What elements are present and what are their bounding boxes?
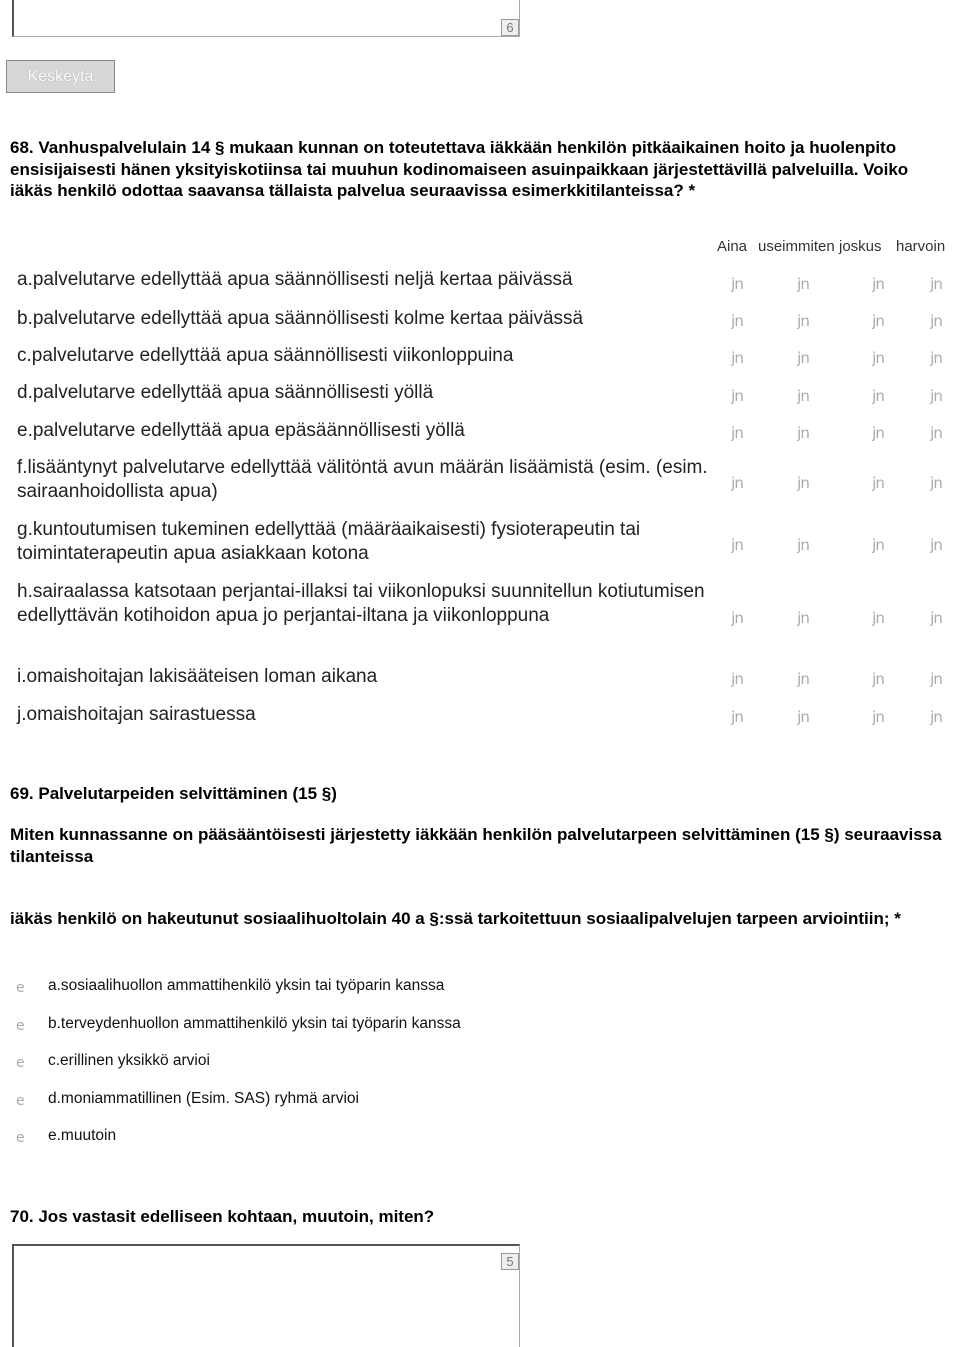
question-69-intro: Miten kunnassanne on pääsääntöisesti järjestetty iäkkään henkilön palvelutarpeen selvittäminen (15 §) seuraavissa tilanteissa <box>10 825 942 866</box>
column-header-useimmiten: useimmiten <box>758 238 835 255</box>
radio-harvoin[interactable]: jn <box>930 349 942 367</box>
radio-icon[interactable]: e <box>16 1093 25 1109</box>
radio-icon[interactable]: e <box>16 980 25 996</box>
radio-useimmiten[interactable]: jn <box>797 474 809 492</box>
question-69-subquestion: iäkäs henkilö on hakeutunut sosiaalihuoltolain 40 a §:ssä tarkoitettuun sosiaalipalvelujen tarpeen arviointiin; * <box>10 909 901 928</box>
radio-joskus[interactable]: jn <box>872 609 884 627</box>
radio-useimmiten[interactable]: jn <box>797 275 809 293</box>
radio-useimmiten[interactable]: jn <box>797 536 809 554</box>
matrix-row-label: g.kuntoutumisen tukeminen edellyttää (määräaikaisesti) fysioterapeutin tai toimintaterapeutin apua asiakkaan kotona <box>17 519 641 564</box>
radio-joskus[interactable]: jn <box>872 349 884 367</box>
radio-harvoin[interactable]: jn <box>930 275 942 293</box>
radio-Aina[interactable]: jn <box>731 387 743 405</box>
radio-harvoin[interactable]: jn <box>930 312 942 330</box>
matrix-row-label: e.palvelutarve edellyttää apua epäsäännöllisesti yöllä <box>17 420 465 441</box>
radio-icon[interactable]: e <box>16 1018 25 1034</box>
radio-joskus[interactable]: jn <box>872 474 884 492</box>
radio-Aina[interactable]: jn <box>731 708 743 726</box>
radio-Aina[interactable]: jn <box>731 609 743 627</box>
radio-Aina[interactable]: jn <box>731 349 743 367</box>
radio-icon[interactable]: e <box>16 1130 25 1146</box>
radio-Aina[interactable]: jn <box>731 424 743 442</box>
radio-Aina[interactable]: jn <box>731 474 743 492</box>
radio-joskus[interactable]: jn <box>872 670 884 688</box>
previous-answer-textarea[interactable] <box>12 0 520 37</box>
radio-harvoin[interactable]: jn <box>930 387 942 405</box>
option-label: b.terveydenhuollon ammattihenkilö yksin tai työparin kanssa <box>48 1015 461 1032</box>
radio-joskus[interactable]: jn <box>872 387 884 405</box>
radio-joskus[interactable]: jn <box>872 275 884 293</box>
question-69-title: 69. Palvelutarpeiden selvittäminen (15 §) <box>10 784 337 803</box>
radio-useimmiten[interactable]: jn <box>797 609 809 627</box>
radio-joskus[interactable]: jn <box>872 536 884 554</box>
matrix-row-label: j.omaishoitajan sairastuessa <box>17 704 256 725</box>
radio-harvoin[interactable]: jn <box>930 670 942 688</box>
radio-useimmiten[interactable]: jn <box>797 387 809 405</box>
radio-harvoin[interactable]: jn <box>930 474 942 492</box>
radio-useimmiten[interactable]: jn <box>797 424 809 442</box>
matrix-row-label: h.sairaalassa katsotaan perjantai-illaksi tai viikonlopuksi suunnitellun kotiutumisen edellyttävän kotihoidon apua jo perjantai-iltana ja viikonloppuna <box>17 581 705 626</box>
radio-joskus[interactable]: jn <box>872 312 884 330</box>
radio-joskus[interactable]: jn <box>872 708 884 726</box>
question-70-textarea[interactable] <box>12 1244 520 1347</box>
radio-Aina[interactable]: jn <box>731 312 743 330</box>
abort-button[interactable]: Keskeytä <box>6 60 115 93</box>
radio-joskus[interactable]: jn <box>872 424 884 442</box>
radio-Aina[interactable]: jn <box>731 536 743 554</box>
option-label: d.moniammatillinen (Esim. SAS) ryhmä arvioi <box>48 1090 359 1107</box>
radio-harvoin[interactable]: jn <box>930 536 942 554</box>
radio-useimmiten[interactable]: jn <box>797 708 809 726</box>
scroll-up-button[interactable]: 5 <box>501 1253 519 1270</box>
column-header-joskus: joskus <box>839 238 882 255</box>
radio-useimmiten[interactable]: jn <box>797 312 809 330</box>
scroll-down-button[interactable]: 6 <box>501 19 519 36</box>
option-label: a.sosiaalihuollon ammattihenkilö yksin tai työparin kanssa <box>48 977 445 994</box>
matrix-row-label: i.omaishoitajan lakisääteisen loman aikana <box>17 666 378 687</box>
column-header-aina: Aina <box>717 238 748 255</box>
question-70-title: 70. Jos vastasit edelliseen kohtaan, muutoin, miten? <box>10 1207 435 1226</box>
radio-harvoin[interactable]: jn <box>930 708 942 726</box>
radio-harvoin[interactable]: jn <box>930 609 942 627</box>
column-header-harvoin: harvoin <box>896 238 946 255</box>
radio-Aina[interactable]: jn <box>731 670 743 688</box>
matrix-row-label: b.palvelutarve edellyttää apua säännöllisesti kolme kertaa päivässä <box>17 308 584 329</box>
matrix-row-label: f.lisääntynyt palvelutarve edellyttää välitöntä avun määrän lisäämistä (esim. (esim. sairaanhoidollista apua) <box>17 457 708 502</box>
question-68-title: 68. Vanhuspalvelulain 14 § mukaan kunnan on toteutettava iäkkään henkilön pitkäaikainen hoito ja huolenpito ensisijaisesti hänen yksityiskotiinsa tai muuhun kodinomaiseen asuinpaikkaan järjestettävillä palveluilla. Voiko iäkäs henkilö odottaa saavansa tällaista palvelua seuraavissa esimerkkitilanteissa? * <box>10 138 909 200</box>
matrix-row-label: d.palvelutarve edellyttää apua säännöllisesti yöllä <box>17 382 434 403</box>
matrix-row-label: a.palvelutarve edellyttää apua säännöllisesti neljä kertaa päivässä <box>17 269 573 290</box>
radio-icon[interactable]: e <box>16 1055 25 1071</box>
radio-useimmiten[interactable]: jn <box>797 670 809 688</box>
matrix-row-label: c.palvelutarve edellyttää apua säännöllisesti viikonloppuina <box>17 345 514 366</box>
radio-Aina[interactable]: jn <box>731 275 743 293</box>
option-label: e.muutoin <box>48 1127 117 1144</box>
radio-useimmiten[interactable]: jn <box>797 349 809 367</box>
radio-harvoin[interactable]: jn <box>930 424 942 442</box>
option-label: c.erillinen yksikkö arvioi <box>48 1052 210 1069</box>
